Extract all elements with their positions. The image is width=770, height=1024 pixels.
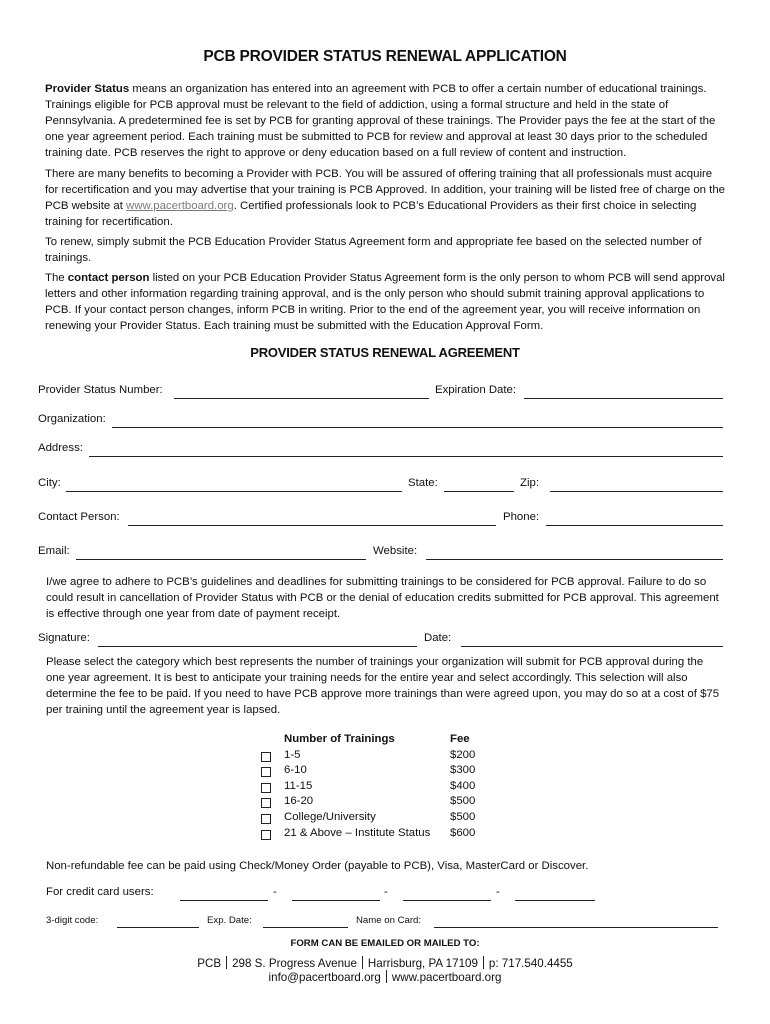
email-label: Email: [38, 545, 70, 557]
fee-table [261, 733, 521, 843]
card-number-field-1[interactable] [180, 900, 268, 901]
provider-status-text: means an organization has entered into an agreement with PCB to offer a certain number of educational trainings. Trainings eligible for PCB approval must be relevant to the field of addiction, using a formal structure and held in the state of Pennsylvania. A predetermined fee is set by PCB for granting approval of these trainings. The Provider pays the fee at the start of the one year agreement period. Each training must be submitted to PCB for review and approval at least 30 days prior to the scheduled training date. PCB reserves the right to approve or deny education based on a full review of content and instruction. [45, 83, 716, 159]
card-number-field-2[interactable] [292, 900, 380, 901]
address-field[interactable] [89, 456, 723, 457]
fee-column-header: Fee [450, 733, 470, 745]
separator [386, 970, 387, 983]
street-address: 298 S. Progress Avenue [232, 957, 357, 970]
separator [483, 956, 484, 969]
mailing-address [0, 956, 770, 970]
fee-row[interactable] [261, 811, 501, 827]
name-on-card-label: Name on Card: [356, 915, 422, 926]
contact-website[interactable]: www.pacertboard.org [391, 971, 502, 984]
org-name: PCB [197, 957, 222, 970]
fee-row-amount: $200 [450, 748, 476, 761]
provider-status-number-field[interactable] [174, 398, 429, 399]
address-label: Address: [38, 442, 83, 454]
name-on-card-field[interactable] [434, 927, 718, 928]
signature-label: Signature: [38, 632, 90, 644]
checkbox[interactable] [261, 752, 271, 762]
mail-instructions: FORM CAN BE EMAILED OR MAILED TO: [290, 938, 480, 949]
city-state-zip: Harrisburg, PA 17109 [367, 957, 478, 970]
zip-label: Zip: [520, 477, 539, 489]
fee-row-label: 6-10 [284, 764, 307, 777]
agreement-text: I/we agree to adhere to PCB’s guidelines and deadlines for submitting trainings to be considered for PCB approval. Failure to do so could result in cancellation of Provider Status with PCB or the denial of education credits submitted for PCB approval. This agreement is effective through one year from date of payment receipt. [46, 576, 719, 620]
checkbox[interactable] [261, 830, 271, 840]
dash: - [496, 886, 500, 898]
expiration-date-field[interactable] [524, 398, 723, 399]
provider-status-number-label: Provider Status Number: [38, 384, 163, 396]
provider-status-term: Provider Status [45, 83, 130, 95]
fee-row-label: College/University [284, 811, 376, 823]
expiration-date-label: Expiration Date: [435, 384, 517, 396]
separator [362, 956, 363, 969]
website-link[interactable]: www.pacertboard.org [126, 200, 234, 212]
phone-label: Phone: [503, 511, 540, 523]
website-field[interactable] [426, 559, 723, 560]
fee-row-amount: $500 [450, 811, 476, 823]
dash: - [384, 886, 388, 898]
fee-row-label: 11-15 [284, 779, 313, 792]
date-label: Date: [424, 632, 452, 644]
credit-card-label: For credit card users: [46, 886, 154, 898]
agreement-title: PROVIDER STATUS RENEWAL AGREEMENT [250, 345, 520, 360]
state-label: State: [408, 477, 438, 489]
date-field[interactable] [461, 646, 723, 647]
contact-text: listed on your PCB Education Provider Status Agreement form is the only person to whom PCB will send approval letters and other information regarding training approval, and is the only person who should submit training approval applications to PCB. If your contact person changes, inform PCB in writing. Prior to the end of the agreement year, you will receive information on renewing your Provider Status. Each training must be submitted with the Education Approval Form. [45, 272, 725, 332]
card-number-field-3[interactable] [403, 900, 491, 901]
benefits-text-end: . Certified professionals look to PCB’s Educational Providers as their first choice in selecting training for recertification. [45, 200, 697, 228]
fee-row-amount: $400 [450, 779, 476, 792]
city-field[interactable] [66, 491, 402, 492]
fee-row-amount: $600 [450, 826, 476, 839]
intro-paragraph-4 [45, 270, 725, 334]
checkbox[interactable] [261, 798, 271, 808]
fee-row-amount: $300 [450, 764, 476, 777]
email-field[interactable] [76, 559, 366, 560]
dash: - [273, 886, 277, 898]
fee-table-header [261, 733, 501, 749]
fee-row-label: 21 & Above – Institute Status [284, 826, 431, 839]
fee-row-label: 1-5 [284, 748, 301, 761]
contact-line [0, 970, 770, 984]
fee-row-label: 16-20 [284, 795, 314, 808]
state-field[interactable] [444, 491, 514, 492]
checkbox[interactable] [261, 783, 271, 793]
card-number-field-4[interactable] [515, 900, 595, 901]
intro-paragraph-2 [45, 166, 725, 230]
fee-row[interactable] [261, 827, 501, 843]
website-label: Website: [373, 545, 418, 557]
signature-field[interactable] [98, 646, 417, 647]
intro-paragraph-3: To renew, simply submit the PCB Education Provider Status Agreement form and appropriate fee based on the selected number of trainings. [45, 236, 702, 264]
category-instructions: Please select the category which best represents the number of trainings your organization will submit for PCB approval during the one year agreement. It is best to anticipate your training needs for the entire year and select accordingly. This selection will also determine the fee to be paid. If you need to have PCB approve more trainings than were agreed upon, you may do so at a cost of $75 per training until the agreement year is lapsed. [46, 656, 720, 716]
contact-person-label: Contact Person: [38, 511, 120, 523]
card-expiration-field[interactable] [263, 927, 348, 928]
zip-field[interactable] [550, 491, 723, 492]
separator [226, 956, 227, 969]
phone-field[interactable] [546, 525, 723, 526]
city-label: City: [38, 477, 61, 489]
trainings-column-header: Number of Trainings [284, 733, 395, 745]
checkbox[interactable] [261, 814, 271, 824]
fee-row[interactable] [261, 764, 501, 780]
payment-methods-text: Non-refundable fee can be paid using Check/Money Order (payable to PCB), Visa, MasterCard or Discover. [46, 860, 589, 872]
contact-person-field[interactable] [128, 525, 496, 526]
benefits-text: There are many benefits to becoming a Provider with PCB. You will be assured of offering training that all professionals must acquire for recertification and you may advertise that your training is PCB Approved. In addition, your training will be listed free of charge on the PCB website at [45, 168, 726, 212]
page-title: PCB PROVIDER STATUS RENEWAL APPLICATION [203, 48, 567, 65]
fee-row-amount: $500 [450, 795, 476, 808]
contact-person-term: contact person [67, 272, 150, 284]
contact-text-start: The [45, 272, 68, 284]
security-code-field[interactable] [117, 927, 199, 928]
fee-row[interactable] [261, 780, 501, 796]
organization-field[interactable] [112, 427, 723, 428]
security-code-label: 3-digit code: [46, 915, 99, 926]
fee-row[interactable] [261, 749, 501, 765]
fee-row[interactable] [261, 795, 501, 811]
intro-paragraph-1 [45, 81, 725, 161]
phone-number: p: 717.540.4455 [488, 957, 573, 970]
contact-email[interactable]: info@pacertboard.org [268, 971, 381, 984]
expiration-label: Exp. Date: [207, 915, 252, 926]
checkbox[interactable] [261, 767, 271, 777]
organization-label: Organization: [38, 413, 106, 425]
